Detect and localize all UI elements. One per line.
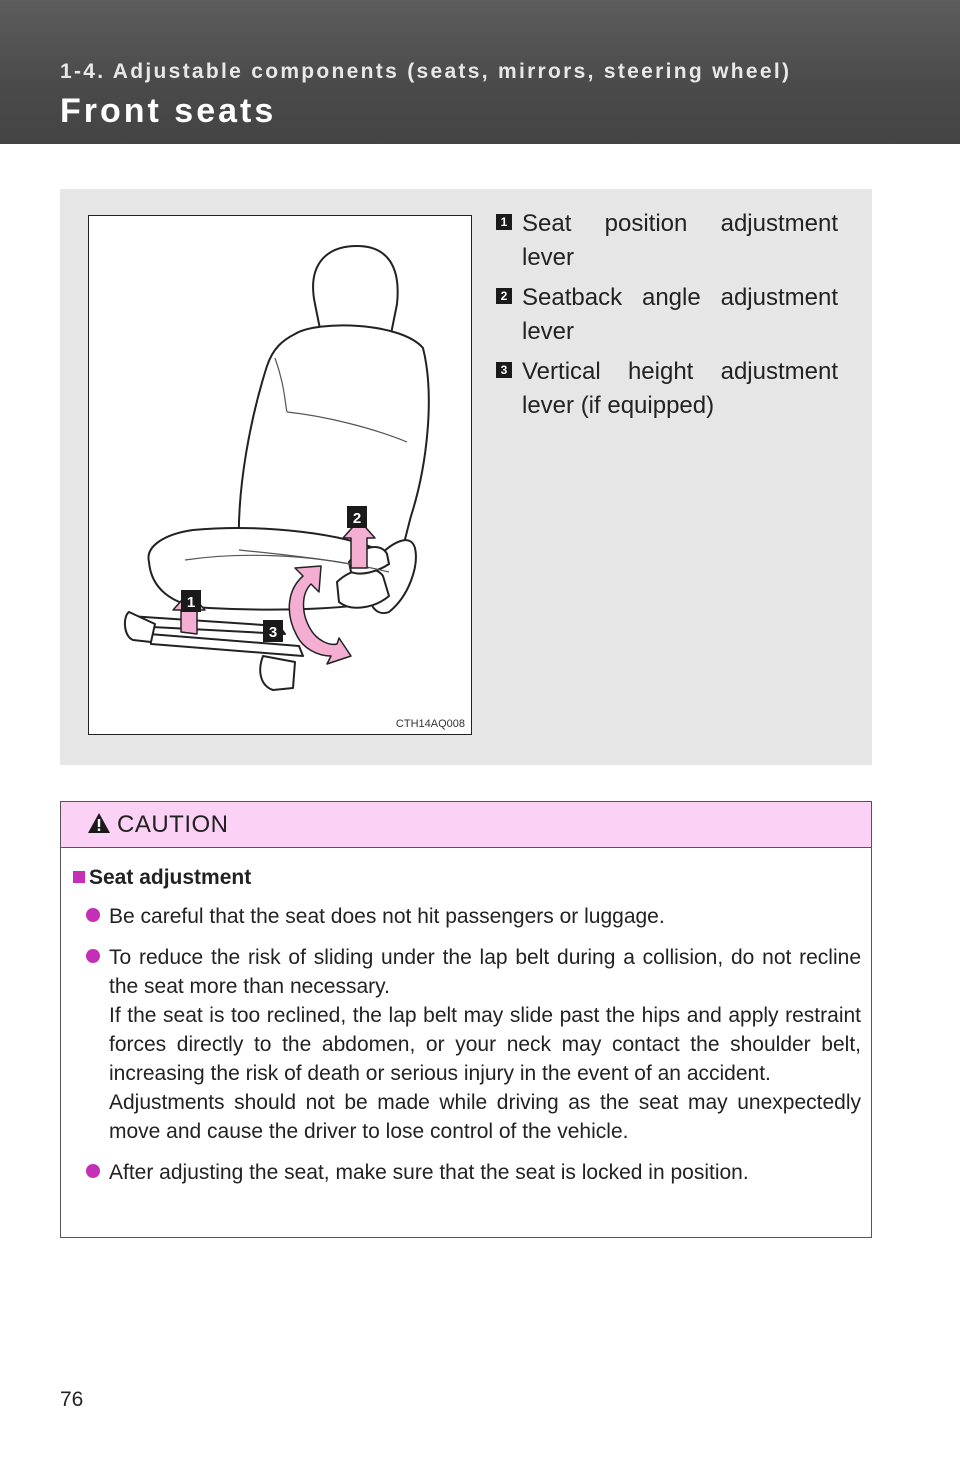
seat-illustration [88, 215, 472, 735]
caution-label: CAUTION [117, 811, 229, 838]
legend-text: Vertical height adjustment lever (if equipped) [522, 358, 838, 419]
caution-item [73, 902, 861, 931]
page-number: 76 [60, 1388, 84, 1411]
caution-body [61, 848, 871, 1187]
legend-item [496, 281, 838, 349]
image-code: CTH14AQ008 [395, 718, 465, 730]
page-title: Front seats [60, 92, 277, 130]
caution-text: After adjusting the seat, make sure that the seat is locked in position. [109, 1161, 749, 1184]
caution-text: Adjustments should not be made while driving as the seat may unexpectedly move and cause the driver to lose control of the vehicle. [109, 1091, 861, 1143]
warning-triangle-icon [87, 812, 111, 834]
rail-foot-rear [260, 656, 295, 690]
figure-panel [60, 189, 872, 765]
callout-2: 2 [352, 510, 362, 527]
bullet-dot-icon [86, 908, 100, 922]
legend-number-badge: 1 [496, 214, 512, 230]
caution-header [61, 802, 871, 848]
caution-item [73, 943, 861, 1146]
legend-item [496, 207, 838, 275]
page-header [0, 0, 960, 144]
caution-text: To reduce the risk of sliding under the lap belt during a collision, do not recline the seat more than necessary. [109, 946, 861, 998]
callout-1: 1 [186, 594, 196, 611]
legend-text: Seatback angle adjustment lever [522, 284, 838, 345]
callout-3: 3 [268, 624, 278, 641]
caution-heading-text: Seat adjustment [89, 866, 252, 889]
square-bullet-icon [73, 871, 85, 883]
caution-item [73, 1158, 861, 1187]
recline-lever [337, 569, 389, 608]
legend-text: Seat position adjustment lever [522, 210, 838, 271]
figure-legend [496, 207, 838, 429]
caution-subheading [73, 866, 861, 890]
legend-number-badge: 3 [496, 362, 512, 378]
seat-drawing [89, 216, 471, 734]
bullet-dot-icon [86, 949, 100, 963]
legend-number-badge: 2 [496, 288, 512, 304]
legend-item [496, 355, 838, 423]
caution-text: Be careful that the seat does not hit passengers or luggage. [109, 905, 665, 928]
headrest [313, 246, 398, 339]
caution-text: If the seat is too reclined, the lap belt may slide past the hips and apply restraint forces directly to the abdomen, or your neck may contact the shoulder belt, increasing the risk of death or serious injury in the event of an accident. [109, 1004, 861, 1085]
bullet-dot-icon [86, 1164, 100, 1178]
caution-box [60, 801, 872, 1238]
section-title: 1-4. Adjustable components (seats, mirrors, steering wheel) [60, 60, 792, 83]
